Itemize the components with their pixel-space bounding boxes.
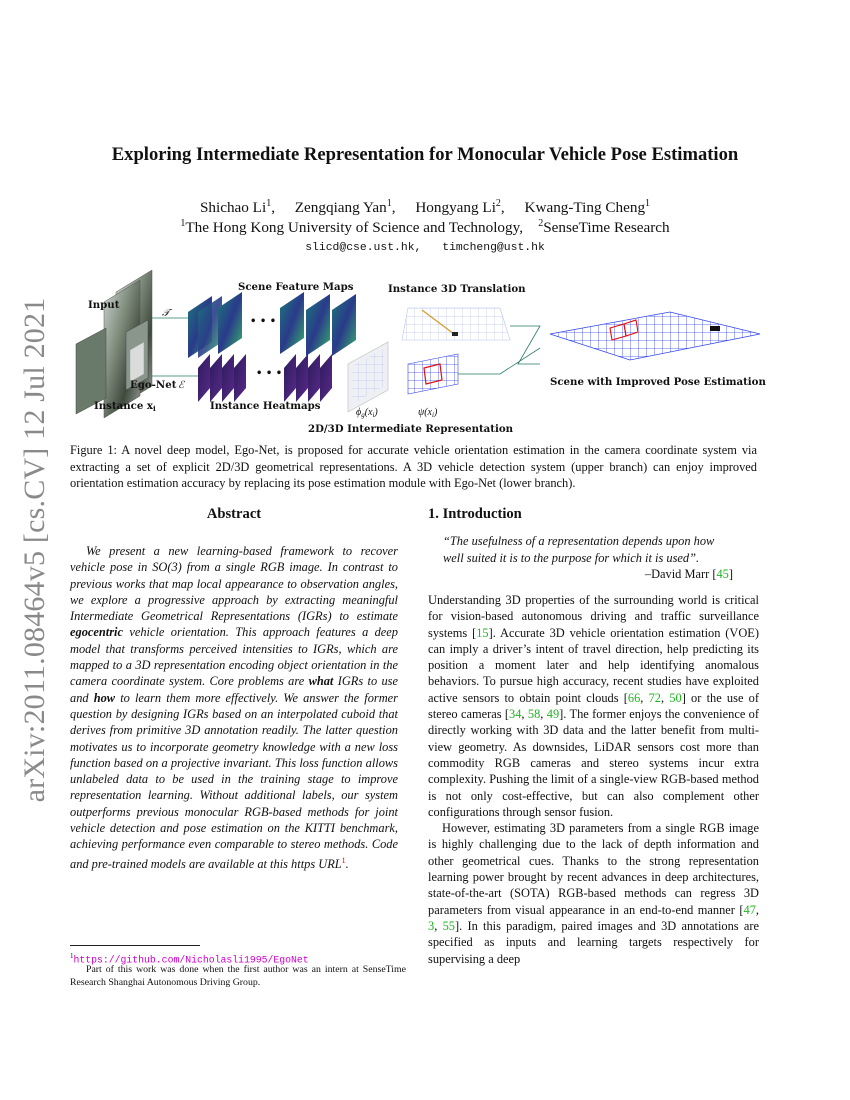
input-images xyxy=(76,270,152,418)
intro-heading: 1. Introduction xyxy=(428,506,522,522)
author: Kwang-Ting Cheng$^1$ xyxy=(524,197,651,216)
arrow-merge xyxy=(510,326,540,364)
text-run: However, estimating 3D parameters from a single RGB image is highly challenging due to the lack of depth information and other geometrical cues. Thanks to the strong representation learning power brought by recent advances in deep architectures, state-of-the-art (SOTA) RGB-based methods can regress 3D parameters from visual appearance in an end-to-end manner [ xyxy=(428,821,759,917)
psi-representation xyxy=(408,354,458,394)
arrow-merge-lower xyxy=(458,348,540,374)
affiliation-list xyxy=(60,218,790,238)
label-ego-net: Ego-Net xyxy=(130,379,177,391)
text-run: , xyxy=(521,707,528,722)
author-block xyxy=(60,198,790,238)
citation-link[interactable]: 49 xyxy=(546,707,560,722)
label-phi: $\phi_g(x_i)$ xyxy=(356,407,378,419)
label-psi: $\psi(x_i)$ xyxy=(418,407,438,419)
phi-representation xyxy=(348,342,388,412)
author: Shichao Li$^1$, xyxy=(199,197,275,216)
arxiv-sidebar xyxy=(10,297,60,803)
footnote-url: $^1$https://github.com/Nicholasli1995/EgoNet xyxy=(70,952,309,966)
label-scene-feature-maps: Scene Feature Maps xyxy=(238,281,354,293)
figure-1 xyxy=(70,268,780,440)
text-run: , xyxy=(661,690,670,705)
affiliation: $^2$SenseTime Research xyxy=(538,217,670,236)
label-input: Input xyxy=(88,299,120,311)
citation-link[interactable]: 72 xyxy=(648,690,661,705)
text-run: , xyxy=(434,918,443,933)
email: timcheng@ust.hk xyxy=(442,242,545,254)
email: slicd@cse.ust.hk, xyxy=(305,242,422,254)
text-run: , xyxy=(540,707,547,722)
author: Hongyang Li$^2$, xyxy=(415,197,505,216)
author: Zengqiang Yan$^1$, xyxy=(294,197,396,216)
citation-link[interactable]: 47 xyxy=(743,902,756,917)
intro-body xyxy=(428,592,759,967)
github-link[interactable]: https://github.com/Nicholasli1995/EgoNet xyxy=(73,954,309,966)
text-run: ]. The former enjoys the convenience of directly working with 3D data and the latter benefit from multi-view geometry. As downsides, LiDAR sensors cost more than commodity RGB cameras and stereo systems incur extra complexity. Pushing the limit of a single-view RGB-based method is not only cost-effective, but can also complement other configurations through sensor fusion. xyxy=(428,707,760,819)
arxiv-identifier: arXiv:2011.08464v5 [cs.CV] 12 Jul 2021 xyxy=(18,297,51,803)
text-run: ]. In this paradigm, paired images and 3D annotations are specified as inputs and learning targets respectively for supervising a deep xyxy=(428,918,759,966)
citation-link[interactable]: 15 xyxy=(476,625,489,640)
citation-link[interactable]: 55 xyxy=(442,918,455,933)
dots-lower: • • • xyxy=(256,368,283,379)
label-instance-3d-translation: Instance 3D Translation xyxy=(388,283,526,295)
dots-upper: • • • xyxy=(250,316,277,327)
citation-link[interactable]: 66 xyxy=(627,690,641,705)
email-list xyxy=(60,242,790,254)
label-scene-improved: Scene with Improved Pose Estimation xyxy=(550,376,766,388)
label-intermediate-representation: 2D/3D Intermediate Representation xyxy=(308,423,514,435)
figure-diagram xyxy=(70,268,780,440)
text-run: Understanding 3D properties of the surrounding world is critical for vision-based autonomous driving and traffic surveillance systems [ xyxy=(428,593,759,640)
figure-caption: Figure 1: A novel deep model, Ego-Net, is proposed for accurate vehicle orientation estimation in the camera coordinate system via extracting a set of explicit 2D/3D geometrical representations. A 3D vehicle detection system (upper branch) can enjoy improved orientation estimation accuracy by replacing its pose estimation module with Ego-Net (lower branch). xyxy=(70,443,757,491)
epigraph: “The usefulness of a representation depends upon how well suited it is to the purpose for which it is used”. –David Marr [45] xyxy=(443,534,733,582)
text-run: , xyxy=(640,690,649,705)
text-run: ] or the use of stereo cameras [ xyxy=(428,690,759,722)
footnote-marker[interactable]: 1 xyxy=(341,855,346,865)
citation-link[interactable]: 58 xyxy=(527,707,541,722)
footnote-rule xyxy=(70,945,200,946)
citation-link[interactable]: 45 xyxy=(716,567,729,582)
abstract-body: We present a new learning-based framework to recover vehicle pose in SO(3) from a single RGB image. In contrast to previous works that map local appearance to observation angles, we explore a progressive approach by extracting meaningful Intermediate Geometrical Representations (IGRs) to estimate egocentric vehicle orientation. This approach features a deep model that transforms perceived intensities to IGRs, which are mapped to a 3D representation encoding object orientation in the camera coordinate system. Core problems are what IGRs to use and how to learn them more effectively. We answer the former question by designing IGRs based on an interpolated cuboid that derives from primitive 3D annotation readily. The latter question motivates us to incorporate geometry knowledge with a new loss function based on a projective invariant. This loss function allows unlabeled data to be used in the training stage to improve representation learning. Without additional labels, our system outperforms previous monocular RGB-based methods for joint vehicle detection and pose estimation on the KITTI benchmark, achieving performance even comparable to stereo methods. Code and pre-trained models are available at this https URL$^1$. xyxy=(70,544,399,871)
translation-plane xyxy=(402,308,510,340)
citation-link[interactable]: 50 xyxy=(669,690,682,705)
intro-paragraph xyxy=(428,820,759,967)
text-run: ]. Accurate 3D vehicle orientation estimation (VOE) can imply a driver’s intent of travel direction, help predicting its position a moment later and help identifying anomalous behaviors. To pursue high accuracy, recent studies have exploited active sensors to obtain point clouds [ xyxy=(428,625,759,705)
intro-paragraph xyxy=(428,592,759,820)
label-instance-heatmaps: Instance Heatmaps xyxy=(210,400,321,412)
citation-link[interactable]: 3 xyxy=(428,918,435,933)
abstract-heading: Abstract xyxy=(206,506,262,522)
label-ego-symbol: ℰ xyxy=(178,380,185,391)
final-scene xyxy=(550,312,760,360)
author-list xyxy=(60,198,790,218)
label-t-symbol: 𝒯 xyxy=(162,308,170,319)
epigraph-attribution: –David Marr [45] xyxy=(644,567,733,582)
text-run: , xyxy=(755,902,759,917)
citation-link[interactable]: 34 xyxy=(509,707,522,722)
paper-title: Exploring Intermediate Representation for Monocular Vehicle Pose Estimation xyxy=(111,144,739,165)
label-instance-x: Instance xi xyxy=(94,400,156,413)
footnote-note: Part of this work was done when the first author was an intern at SenseTime Research Shanghai Autonomous Driving Group. xyxy=(70,964,406,988)
affiliation: $^1$The Hong Kong University of Science and Technology, xyxy=(180,217,524,236)
